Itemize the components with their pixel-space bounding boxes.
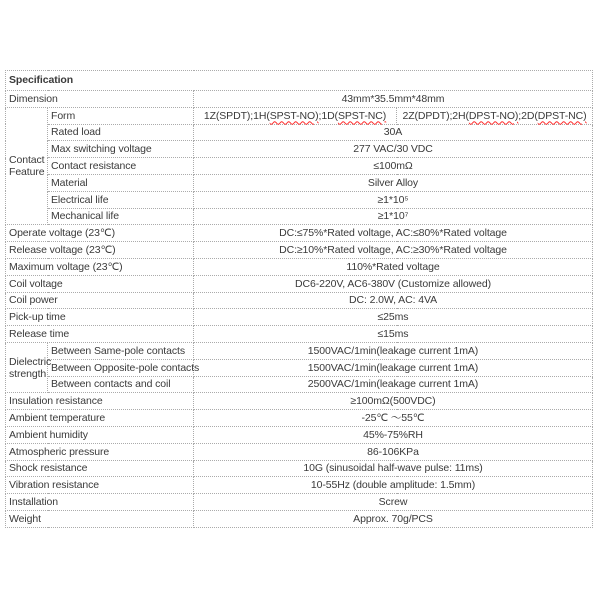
spec-row-label: Vibration resistance [6, 477, 194, 494]
spec-row-value: ≥1*10⁷ [194, 208, 593, 225]
spec-row-value: DC:≤75%*Rated voltage, AC:≤80%*Rated voltage [194, 225, 593, 242]
specification-table [5, 70, 593, 528]
spec-row-value: Silver Alloy [194, 174, 593, 191]
spec-row-label: Release voltage (23℃) [6, 242, 194, 259]
spec-row-label: Insulation resistance [6, 393, 194, 410]
row-form [6, 107, 593, 124]
spec-row-label: Weight [6, 510, 194, 527]
spec-row-value: ≤100mΩ [194, 158, 593, 175]
row-contact-resistance [6, 158, 593, 175]
spec-row-label: Contact resistance [48, 158, 194, 175]
form-text: ;1D( [318, 109, 338, 122]
spec-row-value: 86-106KPa [194, 443, 593, 460]
row-mechanical-life [6, 208, 593, 225]
dielectric-strength-group-label: Dielectric strength [6, 342, 48, 392]
row-dimension [6, 91, 593, 108]
spec-row-label: Between Opposite-pole contacts [48, 359, 194, 376]
row-shock-resistance [6, 460, 593, 477]
spec-row-value: 10G (sinusoidal half-wave pulse: 11ms) [194, 460, 593, 477]
spec-row-value: 1500VAC/1min(leakage current 1mA) [194, 359, 593, 376]
row-dielectric-contacts-coil [6, 376, 593, 393]
spec-row-label: Operate voltage (23℃) [6, 225, 194, 242]
spec-row-value: DC6-220V, AC6-380V (Customize allowed) [194, 275, 593, 292]
spec-row-label: Between Same-pole contacts [48, 342, 194, 359]
contact-feature-group-label: Contact Feature [6, 107, 48, 225]
form-value-double-pole [397, 107, 593, 124]
row-coil-power [6, 292, 593, 309]
spec-row-label: Coil voltage [6, 275, 194, 292]
spec-row-value: 30A [194, 124, 593, 141]
spec-row-value: ≥1*10⁵ [194, 191, 593, 208]
spec-row-label: Pick-up time [6, 309, 194, 326]
row-coil-voltage [6, 275, 593, 292]
spec-row-label: Ambient humidity [6, 426, 194, 443]
row-release-voltage [6, 242, 593, 259]
spec-row-label: Mechanical life [48, 208, 194, 225]
spec-row-label: Electrical life [48, 191, 194, 208]
row-vibration-resistance [6, 477, 593, 494]
form-label: Form [48, 107, 194, 124]
spec-row-value: 277 VAC/30 VDC [194, 141, 593, 158]
spec-row-value: 1500VAC/1min(leakage current 1mA) [194, 342, 593, 359]
form-text: 2Z(DPDT);2H( [402, 109, 469, 122]
spec-row-label: Ambient temperature [6, 410, 194, 427]
dimension-value: 43mm*35.5mm*48mm [194, 91, 593, 108]
spec-row-value: ≥100mΩ(500VDC) [194, 393, 593, 410]
row-pick-up-time [6, 309, 593, 326]
spec-row-label: Shock resistance [6, 460, 194, 477]
spec-row-value: DC: 2.0W, AC: 4VA [194, 292, 593, 309]
spec-row-value: 2500VAC/1min(leakage current 1mA) [194, 376, 593, 393]
row-dielectric-opposite-pole [6, 359, 593, 376]
spec-row-value: 110%*Rated voltage [194, 258, 593, 275]
spec-row-value: DC:≥10%*Rated voltage, AC:≥30%*Rated voltage [194, 242, 593, 259]
form-text-misspelled: DPST-NC) [537, 109, 587, 122]
spec-row-label: Installation [6, 494, 194, 511]
row-specification-header [6, 71, 593, 91]
spec-row-label: Max switching voltage [48, 141, 194, 158]
spec-row-label: Between contacts and coil [48, 376, 194, 393]
form-text-misspelled: SPST-NC) [337, 109, 387, 122]
row-weight [6, 510, 593, 527]
spec-row-value: Screw [194, 494, 593, 511]
spec-row-label: Release time [6, 326, 194, 343]
spec-row-label: Atmospheric pressure [6, 443, 194, 460]
row-release-time [6, 326, 593, 343]
row-insulation-resistance [6, 393, 593, 410]
row-electrical-life [6, 191, 593, 208]
form-value-single-pole [194, 107, 397, 124]
spec-row-value: 45%-75%RH [194, 426, 593, 443]
row-max-switching-voltage [6, 141, 593, 158]
spec-row-value: ≤25ms [194, 309, 593, 326]
form-text-misspelled: SPST-NO) [269, 109, 319, 122]
form-text-misspelled: DPST-NO) [468, 109, 519, 122]
spec-row-label: Material [48, 174, 194, 191]
row-operate-voltage [6, 225, 593, 242]
spec-row-value: 10-55Hz (double amplitude: 1.5mm) [194, 477, 593, 494]
spec-row-value: Approx. 70g/PCS [194, 510, 593, 527]
page-title: Specification [6, 71, 593, 91]
row-atmospheric-pressure [6, 443, 593, 460]
dimension-label: Dimension [6, 91, 194, 108]
spec-row-value: ≤15ms [194, 326, 593, 343]
spec-row-value: -25℃ ～55℃ [194, 410, 593, 427]
form-text: ;2D( [518, 109, 538, 122]
spec-row-label: Rated load [48, 124, 194, 141]
row-dielectric-same-pole [6, 342, 593, 359]
row-rated-load [6, 124, 593, 141]
spec-row-label: Coil power [6, 292, 194, 309]
row-material [6, 174, 593, 191]
row-maximum-voltage [6, 258, 593, 275]
row-installation [6, 494, 593, 511]
spec-row-label: Maximum voltage (23℃) [6, 258, 194, 275]
form-text: 1Z(SPDT);1H( [203, 109, 270, 122]
row-ambient-humidity [6, 426, 593, 443]
row-ambient-temperature [6, 410, 593, 427]
